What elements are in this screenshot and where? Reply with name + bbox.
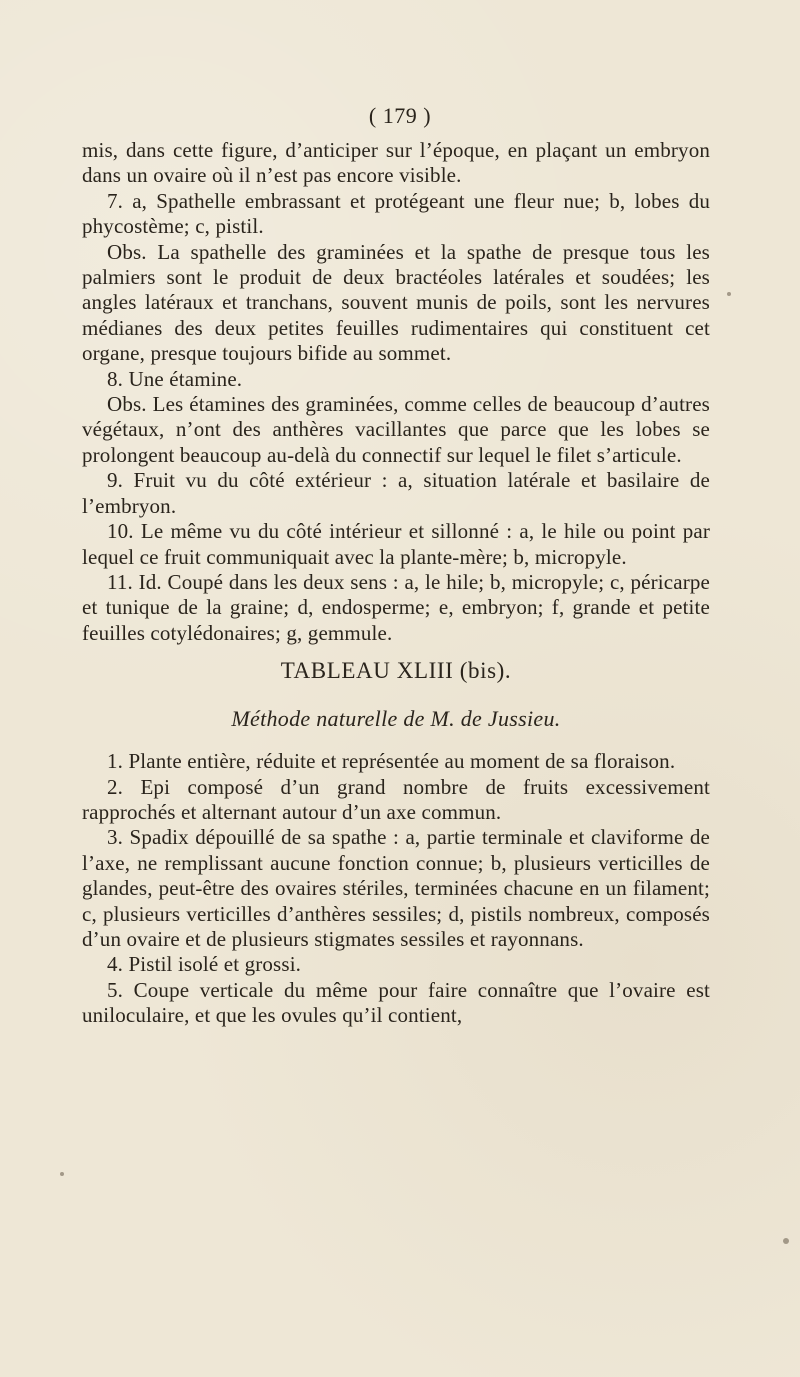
paragraph-intro: mis, dans cette figure, d’anticiper sur l’époque, en plaçant un embryon dans un ovaire où il n’est pas encore visible.	[82, 138, 710, 188]
paper-speck	[60, 1172, 64, 1176]
method-paragraph-4: 4. Pistil isolé et grossi.	[107, 952, 302, 977]
paragraph-10: 10. Le même vu du côté intérieur et sillonné : a, le hile ou point par lequel ce fruit communiquait avec la plante-mère; b, micropyle.	[82, 519, 710, 569]
paragraph-obs-2: Obs. Les étamines des graminées, comme celles de beaucoup d’autres végétaux, n’ont des anthères vacillantes que parce que les lobes se prolongent beaucoup au-delà du connectif sur lequel le filet s’articule.	[82, 392, 710, 467]
paper-speck	[783, 1238, 789, 1244]
method-paragraph-5: 5. Coupe verticale du même pour faire connaître que l’ovaire est uniloculaire, et que les ovules qu’il contient,	[82, 977, 710, 1028]
paragraph-obs-1: Obs. La spathelle des graminées et la spathe de presque tous les palmiers sont le produit de deux bractéoles latérales et soudées; les angles latéraux et tranchans, souvent munis de poils, sont les nervures médianes des deux petites feuilles rudimentaires qui constituent cet organe, presque toujours bifide au sommet.	[82, 239, 710, 366]
paragraph-11: 11. Id. Coupé dans les deux sens : a, le hile; b, micropyle; c, péricarpe et tunique de la graine; d, endosperme; e, embryon; f, grande et petite feuilles cotylédonaires; g, gemmule.	[82, 569, 710, 645]
paper-speck	[727, 292, 731, 296]
tableau-heading: TABLEAU XLIII (bis).	[280, 658, 512, 684]
paragraph-7: 7. a, Spathelle embrassant et protégeant une fleur nue; b, lobes du phycostème; c, pistil.	[82, 188, 710, 239]
method-paragraph-2: 2. Epi composé d’un grand nombre de fruits excessivement rapprochés et alternant autour d’un axe commun.	[82, 774, 710, 824]
page-text	[82, 138, 710, 1029]
method-heading: Méthode naturelle de M. de Jussieu.	[231, 706, 561, 732]
method-paragraph-1: 1. Plante entière, réduite et représentée au moment de sa floraison.	[107, 749, 676, 774]
paragraph-9: 9. Fruit vu du côté extérieur : a, situation latérale et basilaire de l’embryon.	[82, 468, 710, 518]
page-number: ( 179 )	[368, 103, 432, 128]
method-paragraph-3: 3. Spadix dépouillé de sa spathe : a, partie terminale et claviforme de l’axe, ne remplissant aucune fonction connue; b, plusieurs verticilles de glandes, peut-être des ovaires stériles, terminées chacune en un filament; c, plusieurs verticilles d’anthères sessiles; d, pistils nombreux, composés d’un ovaire et de plusieurs stigmates sessiles et rayonnans.	[82, 825, 710, 951]
paragraph-8: 8. Une étamine.	[107, 366, 243, 391]
